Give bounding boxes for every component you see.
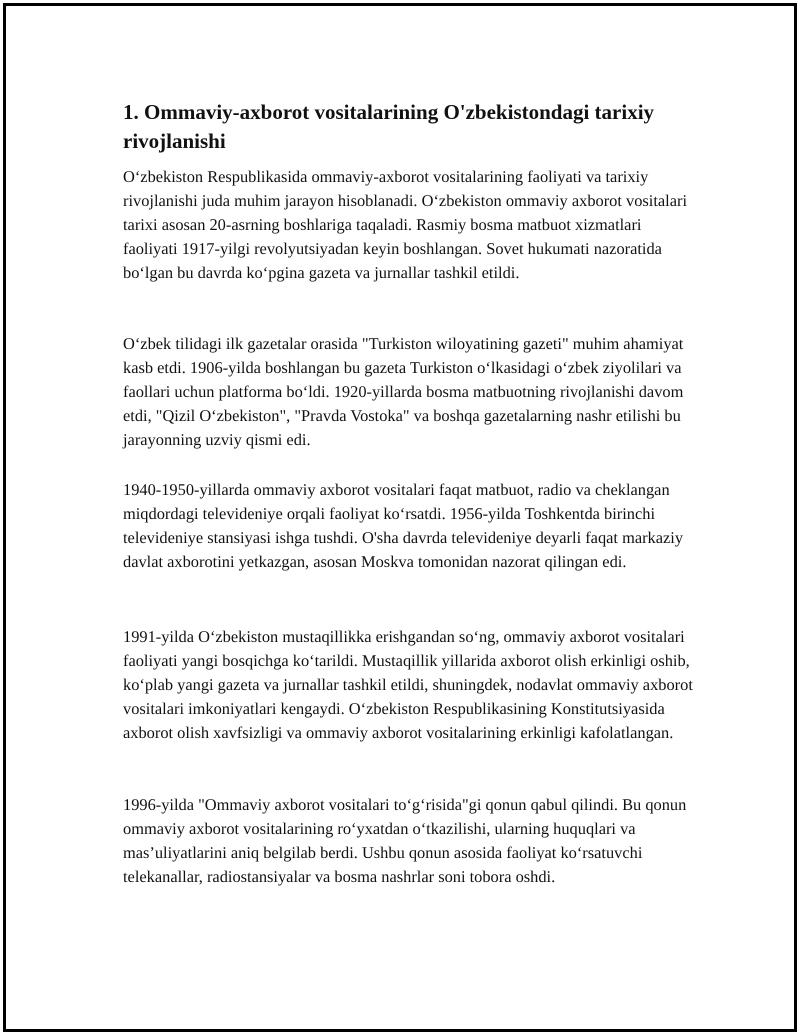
page-frame bbox=[3, 3, 797, 1032]
document-content bbox=[123, 98, 693, 886]
paragraph-5: 1996-yilda "Ommaviy axborot vositalari to‘g‘risida"gi qonun qabul qilindi. Bu qonun ommaviy axborot vositalarining ro‘yxatdan o‘tkazilishi, ularning huquqlari va mas’uliyatlarini aniq belgilab berdi. Ushbu qonun asosida faoliyat ko‘rsatuvchi telekanallar, radiostansiyalar va bosma nashrlar soni tobora oshdi. bbox=[123, 795, 687, 886]
paragraph-2: O‘zbek tilidagi ilk gazetalar orasida "Turkiston wiloyatining gazeti" muhim ahamiyat kasb etdi. 1906-yilda boshlangan bu gazeta Turkiston o‘lkasidagi o‘zbek ziyolilari va faollari uchun platforma bo‘ldi. 1920-yillarda bosma matbuotning rivojlanishi davom etdi, "Qizil O‘zbekiston", "Pravda Vostoka" va boshqa gazetalarning nashr etilishi bu jarayonning uzviy qismi edi. bbox=[123, 334, 684, 449]
paragraph-1: O‘zbekiston Respublikasida ommaviy-axborot vositalarining faoliyati va tarixiy rivojlanishi juda muhim jarayon hisoblanadi. O‘zbekiston ommaviy axborot vositalari tarixi asosan 20-asrning boshlariga taqaladi. Rasmiy bosma matbuot xizmatlari faoliyati 1917-yilgi revolyutsiyadan keyin boshlangan. Sovet hukumati nazoratida bo‘lgan bu davrda ko‘pgina gazeta va jurnallar tashkil etildi. bbox=[123, 167, 688, 282]
paragraph-4: 1991-yilda O‘zbekiston mustaqillikka erishgandan so‘ng, ommaviy axborot vositalari faoliyati yangi bosqichga ko‘tarildi. Mustaqillik yillarida axborot olish erkinligi oshib, ko‘plab yangi gazeta va jurnallar tashkil etildi, shuningdek, nodavlat ommaviy axborot vositalari imkoniyatlari kengaydi. O‘zbekiston Respublikasining Konstitutsiyasida axborot olish xavfsizligi va ommaviy axborot vositalarining erkinligi kafolatlangan. bbox=[123, 627, 693, 742]
section-heading: 1. Ommaviy-axborot vositalarining O'zbekistondagi tarixiy rivojlanishi bbox=[123, 100, 655, 153]
paragraph-3: 1940-1950-yillarda ommaviy axborot vositalari faqat matbuot, radio va cheklangan miqdordagi televideniye orqali faoliyat ko‘rsatdi. 1956-yilda Toshkentda birinchi televideniye stansiyasi ishga tushdi. O'sha davrda televideniye deyarli faqat markaziy davlat axborotini yetkazgan, asosan Moskva tomonidan nazorat qilingan edi. bbox=[123, 480, 684, 571]
